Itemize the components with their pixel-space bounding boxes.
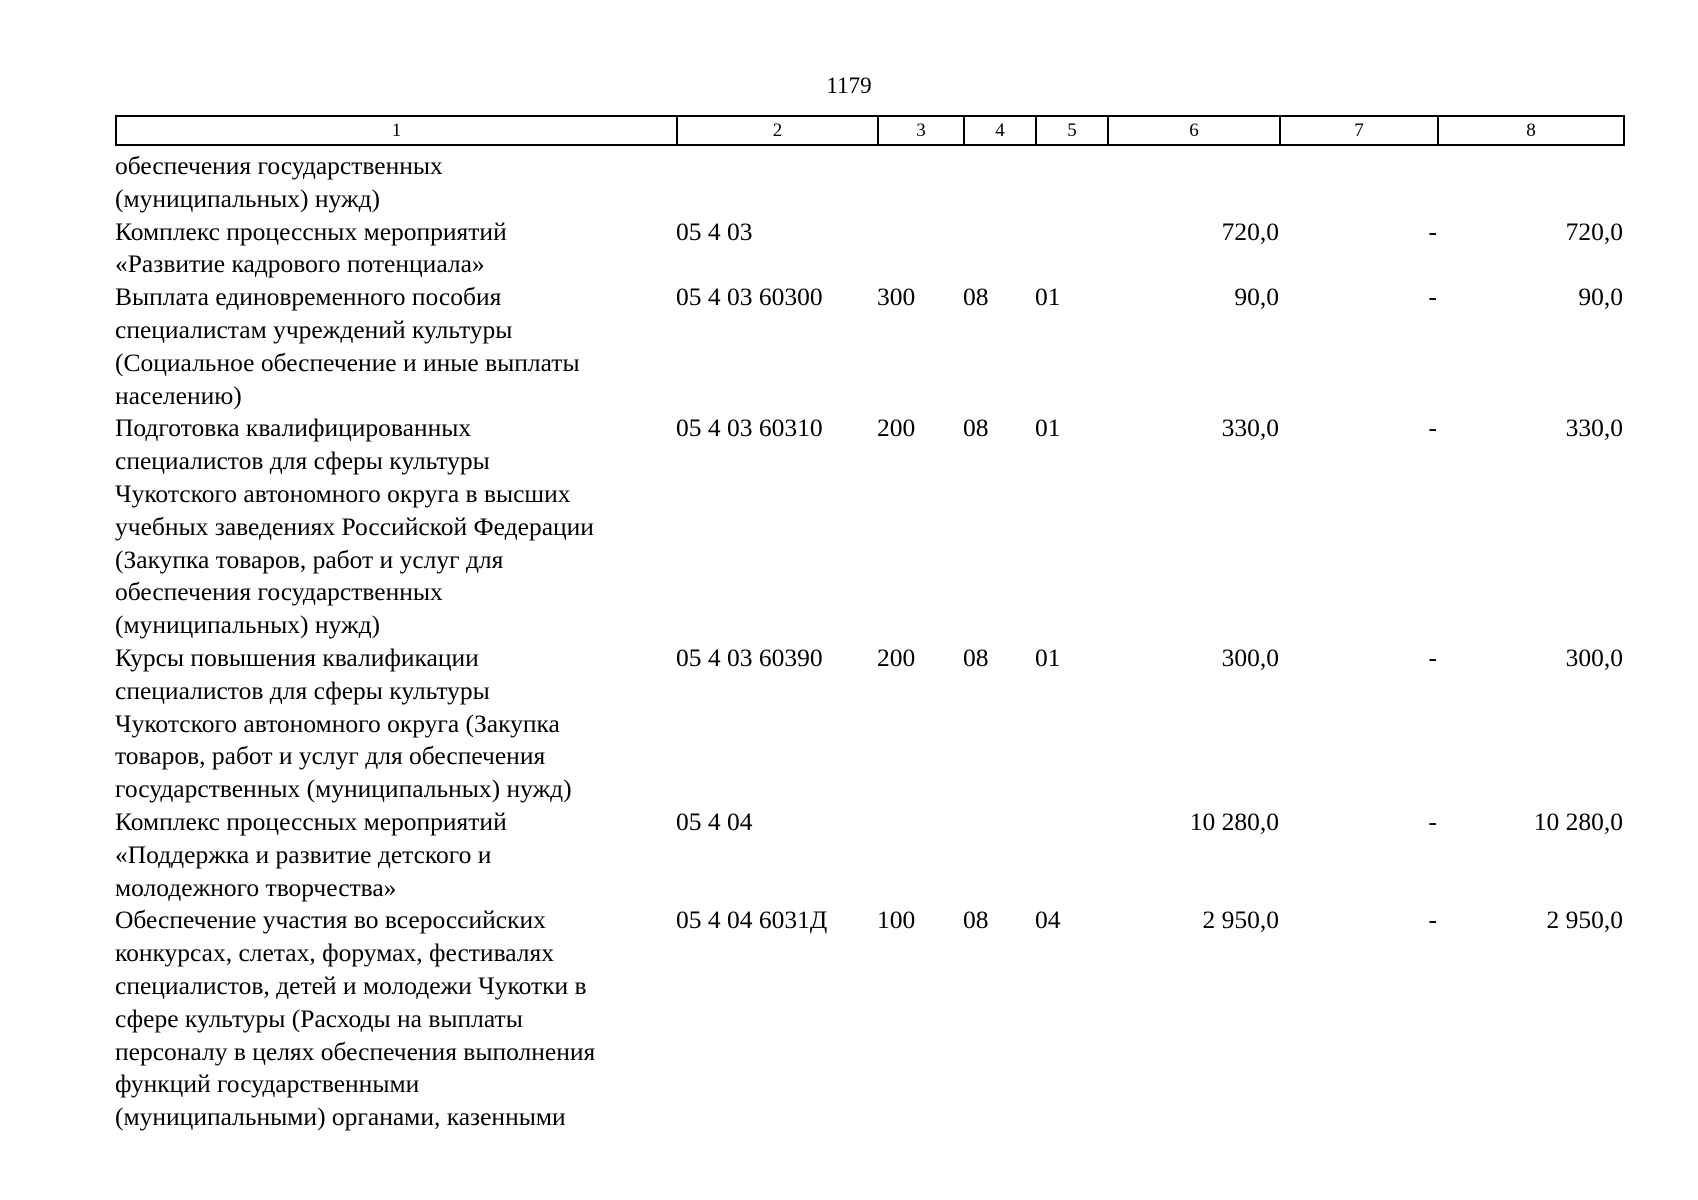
row-expense-type — [877, 150, 963, 216]
row-subsection: 01 — [1035, 413, 1061, 443]
row-total: 90,0 — [1578, 282, 1623, 312]
row-description: Обеспечение участия во всероссийских конкурсах, слетах, форумах, фестивалях специалистов, детей и молодежи Чукотки в сфере культуры (Расходы на выплаты персоналу в целях обеспечения выполнения функций государственными (муниципальными) органами, казенными — [115, 905, 596, 1132]
row-subsection — [1035, 216, 1107, 282]
row-amount: 300,0 — [1221, 642, 1279, 672]
row-target-code — [676, 150, 877, 216]
table-row — [115, 412, 1623, 642]
column-header-table — [115, 115, 1625, 146]
row-change: - — [1428, 905, 1437, 935]
row-change: - — [1428, 642, 1437, 672]
row-subsection: 01 — [1035, 282, 1061, 312]
row-description: Комплекс процессных мероприятий «Развитие кадрового потенциала» — [115, 216, 507, 279]
row-subsection: 01 — [1035, 642, 1061, 672]
page-number: 1179 — [826, 73, 872, 98]
column-header-row — [116, 116, 1624, 145]
row-total: 720,0 — [1565, 216, 1623, 246]
table-row — [115, 281, 1623, 412]
row-expense-type: 300 — [877, 282, 916, 312]
row-amount: 10 280,0 — [1189, 806, 1279, 836]
column-header-5: 5 — [1036, 116, 1108, 145]
row-amount — [1107, 150, 1279, 216]
table-body — [115, 150, 1623, 1134]
table-row — [115, 642, 1623, 806]
column-header-6: 6 — [1108, 116, 1280, 145]
row-description: Курсы повышения квалификации специалистов для сферы культуры Чукотского автономного округа (Закупка товаров, работ и услуг для обеспечения государственных (муниципальных) нужд) — [115, 642, 572, 804]
row-expense-type: 200 — [877, 413, 916, 443]
row-change: - — [1428, 806, 1437, 836]
row-section: 08 — [963, 282, 989, 312]
row-expense-type — [877, 216, 963, 282]
row-target-code: 05 4 03 60390 — [676, 642, 823, 672]
column-header-3: 3 — [878, 116, 964, 145]
row-amount: 330,0 — [1221, 413, 1279, 443]
row-target-code: 05 4 03 — [676, 216, 753, 246]
row-section: 08 — [963, 642, 989, 672]
row-total: 10 280,0 — [1533, 806, 1623, 836]
row-amount: 90,0 — [1234, 282, 1279, 312]
row-target-code: 05 4 04 — [676, 806, 753, 836]
row-target-code: 05 4 03 60310 — [676, 413, 823, 443]
table-row — [115, 904, 1623, 1134]
row-description: Комплекс процессных мероприятий «Поддержка и развитие детского и молодежного творчества» — [115, 806, 507, 902]
row-change: - — [1428, 282, 1437, 312]
row-section — [963, 216, 1035, 282]
column-header-7: 7 — [1280, 116, 1438, 145]
row-total: 2 950,0 — [1546, 905, 1623, 935]
row-amount: 2 950,0 — [1202, 905, 1279, 935]
row-subsection: 04 — [1035, 905, 1061, 935]
table-row — [115, 150, 1623, 216]
row-expense-type — [877, 806, 963, 904]
table-row — [115, 806, 1623, 904]
row-subsection — [1035, 806, 1107, 904]
row-section: 08 — [963, 413, 989, 443]
column-header-2: 2 — [677, 116, 878, 145]
row-total: 300,0 — [1565, 642, 1623, 672]
column-header-4: 4 — [964, 116, 1036, 145]
row-description: Выплата единовременного пособия специалистам учреждений культуры (Социальное обеспечение и иные выплаты населению) — [115, 282, 580, 410]
row-expense-type: 100 — [877, 905, 916, 935]
row-total: 330,0 — [1565, 413, 1623, 443]
row-change: - — [1428, 413, 1437, 443]
row-target-code: 05 4 04 6031Д — [676, 905, 828, 935]
row-amount: 720,0 — [1221, 216, 1279, 246]
row-description: обеспечения государственных (муниципальных) нужд) — [115, 151, 443, 213]
column-header-8: 8 — [1438, 116, 1624, 145]
row-change — [1279, 150, 1437, 216]
row-total — [1437, 150, 1623, 216]
column-header-1: 1 — [116, 116, 677, 145]
row-change: - — [1428, 216, 1437, 246]
row-section: 08 — [963, 905, 989, 935]
budget-table — [115, 150, 1623, 1134]
table-row — [115, 216, 1623, 282]
row-section — [963, 150, 1035, 216]
row-expense-type: 200 — [877, 642, 916, 672]
row-subsection — [1035, 150, 1107, 216]
row-description: Подготовка квалифицированных специалистов для сферы культуры Чукотского автономного округа в высших учебных заведениях Российской Федерации (Закупка товаров, работ и услуг для обеспечения государственных (муниципальных) нужд) — [115, 413, 594, 640]
row-section — [963, 806, 1035, 904]
row-target-code: 05 4 03 60300 — [676, 282, 823, 312]
